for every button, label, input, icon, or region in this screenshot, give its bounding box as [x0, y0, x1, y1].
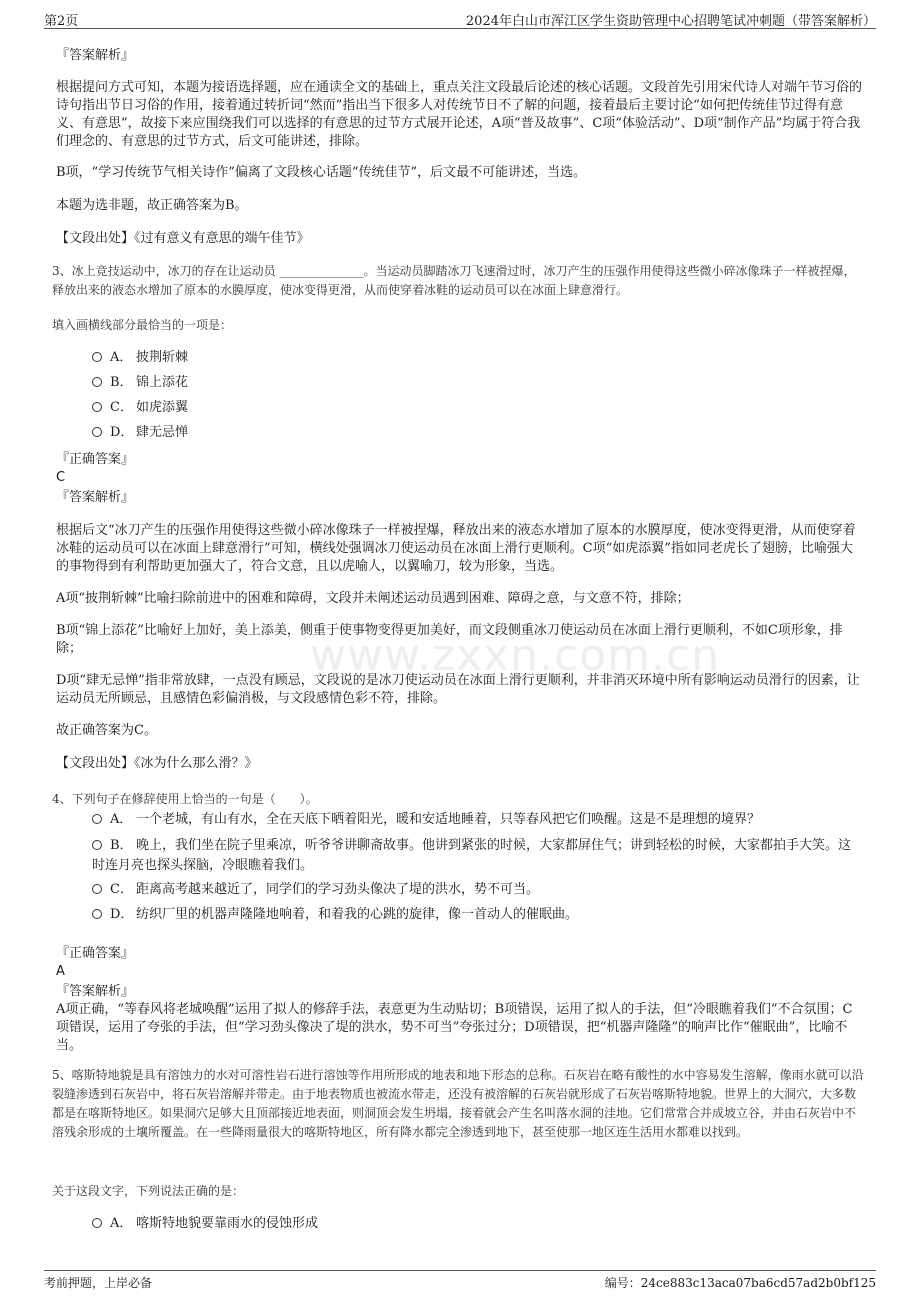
- q3-analysis-p2: A项“披荆斩棘”比喻扫除前进中的困难和障碍，文段并未阐述运动员遇到困难、障碍之意，与文意不符，排除；: [56, 591, 690, 606]
- q4-option-a[interactable]: A． 一个老城，有山有水，全在天底下晒着阳光，暖和安适地睡着，只等春风把它们唤醒。这是不是理想的境界？: [92, 810, 862, 830]
- q2-analysis-p2: B项，“学习传统节气相关诗作”偏离了文段核心话题“传统佳节”，后文最不可能讲述，当选。: [56, 165, 587, 180]
- page-header: [44, 8, 876, 29]
- q3-analysis-p4: D项“肆无忌惮”指非常放肆，一点没有顾忌，文段说的是冰刀使运动员在冰面上滑行更顺利，并非消灭环境中所有影响运动员滑行的因素，让运动员无所顾忌，且感情色彩偏消极，与文段感情色彩不符，排除。: [56, 673, 860, 706]
- radio-icon[interactable]: [92, 377, 102, 387]
- watermark: www.zxxn.com.cn: [310, 630, 720, 681]
- q4-option-c[interactable]: C． 距离高考越来越近了，同学们的学习劲头像决了堤的洪水，势不可当。: [92, 880, 862, 900]
- q4-analysis: A项正确，“等春风将老城唤醒”运用了拟人的修辞手法，表意更为生动贴切；B项错误，运用了拟人的手法，但“冷眼瞧着我们”不合氛围；C项错误，运用了夸张的手法，但“学习劲头像决了堤的洪水，势不可当”夸张过分；D项错误，把“机器声隆隆”的响声比作“催眠曲”，比喻不当。: [56, 1002, 853, 1053]
- q4-option-d[interactable]: D． 纺织厂里的机器声隆隆地响着，和着我的心跳的旋律，像一首动人的催眠曲。: [92, 905, 862, 925]
- q5-stem: 5、喀斯特地貌是具有溶蚀力的水对可溶性岩石进行溶蚀等作用所形成的地表和地下形态的总称。石灰岩在略有酸性的水中容易发生溶解，像雨水就可以沿裂缝渗透到石灰岩中，将石灰岩溶解并带走。由于地表物质也被流水带走，还没有被溶解的石灰岩就形成了石灰岩喀斯特地貌。世界上的大洞穴，大多数都是在喀斯特地区。如果洞穴足够大且顶部接近地表面，则洞顶会发生坍塌，接着就会产生名叫落水洞的洼地。它们常常合并成坡立谷，并由石灰岩中不溶残余形成的土壤所覆盖。在一些降雨量很大的喀斯特地区，所有降水都完全渗透到地下，甚至使那一地区连生活用水都难以找到。: [52, 1068, 864, 1139]
- q3-source: 【文段出处】《冰为什么那么滑？》: [56, 756, 258, 771]
- q2-analysis-p3: 本题为选非题，故正确答案为B。: [56, 198, 248, 213]
- q3-option-d[interactable]: D． 肆无忌惮: [92, 423, 862, 443]
- radio-icon[interactable]: [92, 814, 102, 824]
- radio-icon[interactable]: [92, 884, 102, 894]
- q3-analysis-p3: B项“锦上添花”比喻好上加好，美上添美，侧重于使事物变得更加美好，而文段侧重冰刀使运动员在冰面上滑行更顺利，不如C项形象，排除；: [56, 623, 843, 656]
- q2-source: 【文段出处】《过有意义有意思的端午佳节》: [56, 231, 310, 246]
- q2-analysis-label: 『答案解析』: [56, 48, 135, 63]
- radio-icon[interactable]: [92, 402, 102, 412]
- q3-prompt: 填入画横线部分最恰当的一项是：: [52, 318, 233, 332]
- q5-prompt: 关于这段文字，下列说法正确的是：: [52, 1184, 245, 1198]
- q3-option-c[interactable]: C． 如虎添翼: [92, 398, 862, 418]
- q4-answer-label: 『正确答案』: [56, 946, 135, 961]
- q4-option-b[interactable]: B． 晚上，我们坐在院子里乘凉，听爷爷讲聊斋故事。他讲到紧张的时候，大家都屏住气；讲到轻松的时候，大家都拍手大笑。这时连月亮也探头探脑，冷眼瞧着我们。: [92, 838, 852, 873]
- q3-answer: C: [56, 470, 66, 485]
- q3-stem: 3、冰上竞技运动中，冰刀的存在让运动员 ______________。当运动员脚踏冰刀飞速滑过时，冰刀产生的压强作用使得这些微小碎冰像珠子一样被捏爆，释放出来的液态水增加了原本的水膜厚度，使冰变得更滑，从而使穿着冰鞋的运动员可以在冰面上肆意滑行。: [52, 264, 856, 297]
- q5-option-a[interactable]: A． 喀斯特地貌要靠雨水的侵蚀形成: [92, 1214, 862, 1234]
- q3-analysis-p5: 故正确答案为C。: [56, 723, 157, 738]
- q4-analysis-label: 『答案解析』: [56, 984, 135, 999]
- q3-analysis-p1: 根据后文“冰刀产生的压强作用使得这些微小碎冰像珠子一样被捏爆，释放出来的液态水增加了原本的水膜厚度，使冰变得更滑，从而使穿着冰鞋的运动员可以在冰面上肆意滑行”可知，横线处强调冰刀使运动员在冰面上滑行更顺利。C项“如虎添翼”指如同老虎长了翅膀，比喻强大的事物得到有利帮助更加强大了，符合文意，且以虎喻人，以翼喻刀，较为形象，当选。: [56, 523, 856, 574]
- document-id: 编号：24ce883c13aca07ba6cd57ad2b0bf125: [604, 1276, 876, 1290]
- q3-analysis-label: 『答案解析』: [56, 490, 135, 505]
- page-footer: [44, 1270, 876, 1291]
- q4-stem: 4、下列句子在修辞使用上恰当的一句是（ ）。: [52, 792, 318, 806]
- q3-answer-label: 『正确答案』: [56, 452, 135, 467]
- q4-answer: A: [56, 964, 65, 979]
- radio-icon[interactable]: [92, 427, 102, 437]
- radio-icon[interactable]: [92, 840, 102, 850]
- q3-option-b[interactable]: B． 锦上添花: [92, 373, 862, 393]
- radio-icon[interactable]: [92, 1218, 102, 1228]
- footer-slogan: 考前押题，上岸必备: [44, 1276, 153, 1290]
- q3-option-a[interactable]: A． 披荆斩棘: [92, 348, 862, 368]
- document-title: 2024年白山市浑江区学生资助管理中心招聘笔试冲刺题（带答案解析）: [465, 14, 876, 29]
- page-number: 第2页: [44, 14, 79, 29]
- q2-analysis-p1: 根据提问方式可知，本题为接语选择题，应在通读全文的基础上，重点关注文段最后论述的核心话题。文段首先引用宋代诗人对端午节习俗的诗句指出节日习俗的作用，接着通过转折词“然而”指出当下很多人对传统节日不了解的问题，接着最后主要讨论“如何把传统佳节过得有意义、有意思”，故接下来应围绕我们可以选择的有意思的过节方式展开论述，A项“普及故事”、C项“体验活动”、D项“制作产品”均属于符合我们理念的、有意思的过节方式，后文可能讲述，排除。: [56, 80, 863, 149]
- radio-icon[interactable]: [92, 909, 102, 919]
- radio-icon[interactable]: [92, 352, 102, 362]
